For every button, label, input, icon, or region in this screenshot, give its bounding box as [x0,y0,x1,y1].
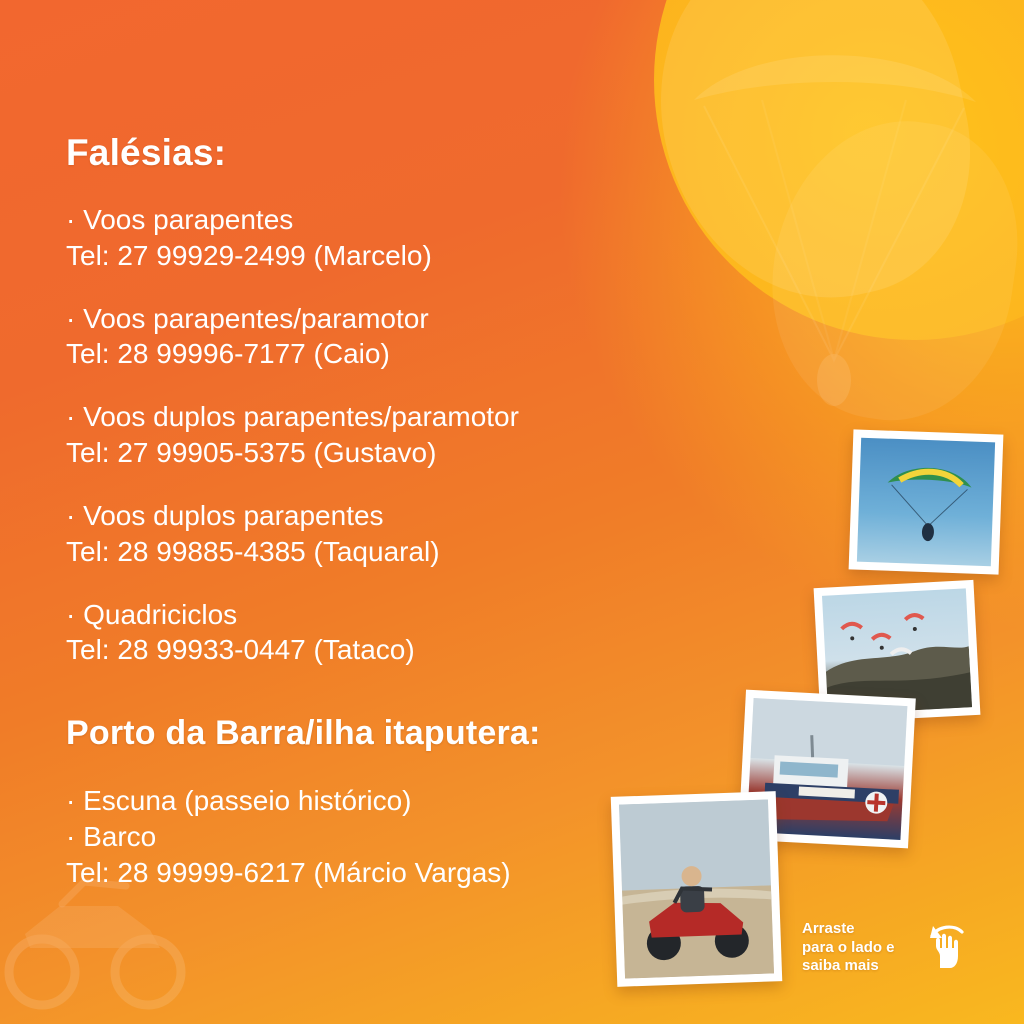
list-item [66,301,746,373]
swipe-line-2: para o lado e [802,938,895,956]
activity-phone: Tel: 27 99929-2499 (Marcelo) [66,239,432,271]
section-title-porto-da-barra: Porto da Barra/ilha itaputera: [66,714,541,753]
activity-phone: Tel: 27 99905-5375 (Gustavo) [66,437,437,469]
quad-bike-beach-photo [611,791,783,987]
swipe-line-3: saiba mais [802,957,879,975]
activity-phone: Tel: 28 99996-7177 (Caio) [66,338,390,370]
list-item [66,202,746,274]
activity-phone: Tel: 28 99885-4385 (Taquaral) [66,535,440,567]
soft-light-blob-2 [754,105,1024,435]
section-title-falesias: Falésias: [66,132,227,173]
swipe-hand-icon [916,922,972,974]
activity-name: · Voos duplos parapentes/paramotor [66,401,519,433]
activity-phone: Tel: 28 99933-0447 (Tataco) [66,634,415,666]
activity-name: · Voos duplos parapentes [66,499,384,531]
swipe-line-1: Arraste [802,919,855,937]
activity-name: · Barco [66,821,157,853]
activity-name: · Voos parapentes [66,204,294,235]
activity-phone: Tel: 28 99999-6217 (Márcio Vargas) [66,856,511,888]
activity-name: · Escuna (passeio histórico) [66,785,412,817]
activity-name: · Quadriciclos [66,598,238,630]
activity-name: · Voos parapentes/paramotor [66,302,429,334]
paraglider-blue-sky-photo [849,429,1004,574]
swipe-hint [802,920,972,976]
